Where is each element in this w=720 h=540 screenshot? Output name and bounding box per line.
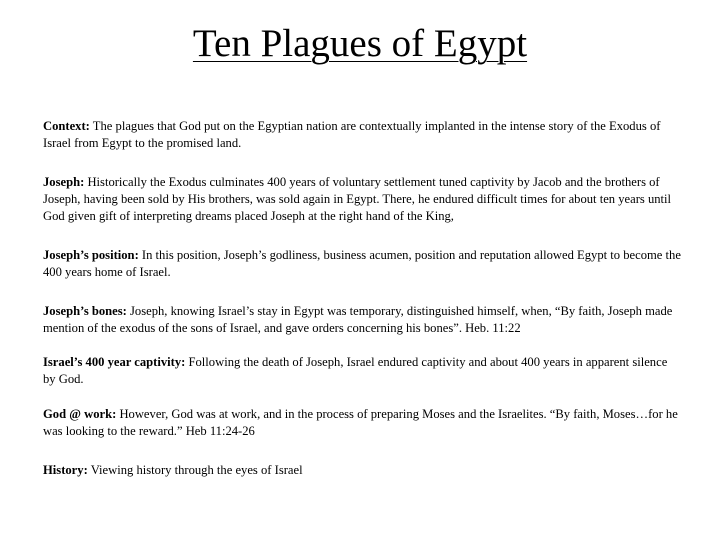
paragraph-label: Context: [43,119,90,133]
paragraph-god-at-work [43,406,683,440]
paragraph-context [43,118,683,152]
paragraph-label: History: [43,463,88,477]
paragraph-joseph [43,174,683,225]
paragraph-text: Historically the Exodus culminates 400 years of voluntary settlement tuned captivity by Jacob and the brothers of Joseph, having been sold by His brothers, was sold again in Egypt. There, he endured difficult times for about ten years until God given gift of interpreting dreams placed Joseph at the right hand of the King, [43,175,672,223]
paragraph-josephs-position [43,247,683,281]
paragraph-text: Joseph, knowing Israel’s stay in Egypt was temporary, distinguished himself, when, “By faith, Joseph made mention of the exodus of the sons of Israel, and gave orders concerning his bones”. Heb. 11:22 [43,304,673,335]
slide-body [43,118,683,479]
paragraph-label: God @ work: [43,407,117,421]
paragraph-label: Joseph: [43,175,85,189]
paragraph-text: Viewing history through the eyes of Israel [87,463,303,477]
paragraph-text: In this position, Joseph’s godliness, business acumen, position and reputation allowed Egypt to become the 400 years home of Israel. [43,248,681,279]
paragraph-josephs-bones [43,303,683,337]
paragraph-label: Israel’s 400 year captivity: [43,355,186,369]
paragraph-israels-captivity [43,354,683,388]
paragraph-label: Joseph’s bones: [43,304,127,318]
slide-title: Ten Plagues of Egypt [192,22,528,65]
paragraph-label: Joseph’s position: [43,248,139,262]
paragraph-text: Following the death of Joseph, Israel endured captivity and about 400 years in apparent silence by God. [43,355,668,386]
paragraph-text: However, God was at work, and in the process of preparing Moses and the Israelites. “By faith, Moses…for he was looking to the reward.” Heb 11:24-26 [43,407,678,438]
paragraph-text: The plagues that God put on the Egyptian nation are contextually implanted in the intense story of the Exodus of Israel from Egypt to the promised land. [43,119,661,150]
paragraph-history [43,462,683,479]
